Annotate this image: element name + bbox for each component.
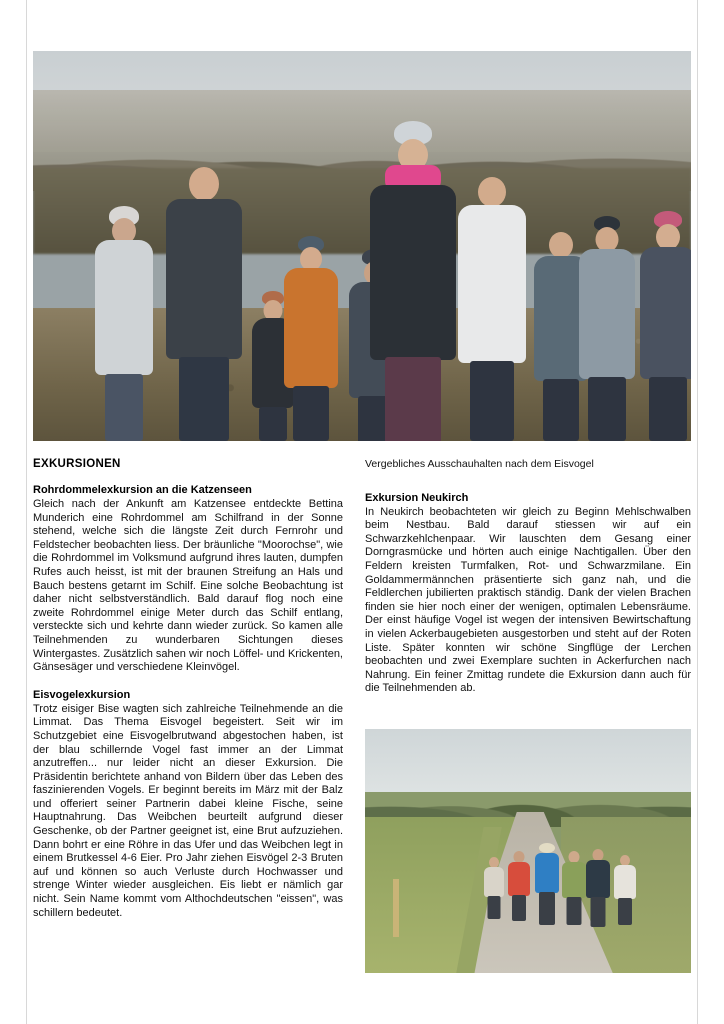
legs [591, 897, 606, 927]
coat [458, 205, 526, 363]
body [562, 862, 586, 898]
coat [284, 268, 338, 388]
photo2-person [585, 849, 611, 927]
hero-person [369, 121, 457, 441]
article-body-eisvogel: Trotz eisiger Bise wagten sich zahlreiche Teilnehmende an die Limmat. Das Thema Eisvogel begeistert. Seit wir im Schutzgebiet eine Eisvogelbrutwand abgestochen haben, ist der blau schillernde Vogel fast immer an der Limmat anzutreffen... nur leider nicht an dieser Exkursion. Die Präsidentin berichtete anhand von Bildern über das Leben des faszinierenden Vogels. Er beginnt bereits im März mit der Balz und offeriert seiner Partnerin dabei kleine Fische, seine Hauptnahrung. Das Weibchen beurteilt aufgrund dieser Geschenke, ob der Partner geeignet ist, eine Brut aufzuziehen. Dann bohrt er eine Röhre in das Ufer und das Weibchen legt in einem Brutkessel 4-6 Eier. Pro Jahr ziehen Eisvögel 2-3 Bruten auf und können so auch Verluste durch Hochwasser und strenge Winter wieder ausgleichen. Eis liebt er nämlich gar nicht. Sein Name kommt vom Althochdeutschen "eissen", was schillern bedeutet. [33, 702, 343, 919]
head [478, 177, 506, 207]
legs [588, 377, 626, 441]
legs [567, 897, 582, 925]
legs [543, 379, 579, 441]
article-title-eisvogel: Eisvogelexkursion [33, 688, 131, 701]
hero-person [578, 216, 636, 441]
legs [488, 896, 501, 919]
body [508, 862, 530, 896]
legs [470, 361, 514, 441]
head [549, 232, 573, 258]
legs [105, 374, 143, 441]
article-title-rohrdommel: Rohrdommelexkursion an die Katzenseen [33, 484, 252, 496]
page-rule-left [26, 0, 27, 1024]
hero-person [457, 171, 527, 441]
legs [293, 386, 329, 441]
body [484, 867, 504, 897]
hero-person [165, 161, 243, 441]
backpack [535, 853, 559, 893]
right-column [365, 458, 691, 696]
coat [95, 240, 153, 375]
hero-person [283, 236, 339, 441]
article-title-neukirch: Exkursion Neukirch [365, 491, 469, 504]
photo2-wooden-post [393, 879, 399, 937]
coat [640, 247, 691, 379]
body [586, 860, 610, 898]
head-with-hat [539, 843, 555, 853]
coat [166, 199, 242, 359]
hero-person [639, 211, 691, 441]
coat [370, 185, 456, 360]
left-column [33, 458, 343, 920]
article-body-neukirch: In Neukirch beobachteten wir gleich zu Beginn Mehlschwalben beim Nestbau. Bald darauf stiessen wir auf ein Schwarzkehlchenpaar. Wir lauschten dem Gesang einer Dorngrasmücke und hörten auch einige Nachtigallen. Über den Feldern kreisten Turmfalken, Rot- und Schwarzmilane. Ein Goldammermännchen präsentierte sich ganz nah, und die Feldlerchen jubilierten praktisch ständig. Dank der vielen Brachen finden sie hier noch einer der wenigen, optimalen Lebensräume. Der einst häufige Vogel ist wegen der intensiven Bewirtschaftung in vielen Ackerbaugebieten ausgestorben und steht auf der Roten Liste. Später konnten wir schöne Singflüge der Lerchen beobachten und zwei Exemplare suchten in Ackerfurchen nach Nahrung. Ein feiner Zmittag rundete die Exkursion dann auch für die Teilnehmenden ab. [365, 505, 691, 695]
body [614, 865, 636, 899]
legs [618, 898, 632, 925]
section-heading: EXKURSIONEN [33, 458, 121, 470]
hero-photo [33, 51, 691, 441]
legs [179, 357, 229, 441]
photo2-person [613, 855, 637, 925]
legs [512, 895, 526, 921]
photo2-person [561, 851, 587, 925]
photo2-person [507, 851, 531, 921]
photo2-person [533, 843, 561, 925]
page-rule-right [697, 0, 698, 1024]
second-photo [365, 729, 691, 973]
article-body-rohrdommel: Gleich nach der Ankunft am Katzensee entdeckte Bettina Munderich eine Rohrdommel am Schilfrand in der Sonne stehend, welche sich die längste Zeit durch Fernrohr und Feldstecher beobachten liess. Der bräunliche "Moorochse", wie die Rohrdommel im Volksmund aufgrund ihres lauten, dumpfen Rufes auch heisst, ist mit der braunen Streifung an Hals und Bauch bestens getarnt im Schilf. Eine solche Beobachtung ist daher nicht selbstverständlich. Bald darauf flog noch eine zweite Rohrdommel einige Meter durch das Schilf entlang, versteckte sich und kehrte dann wieder zurück. So kamen alle Teilnehmenden zu wunderbaren Sichtungen dieses Wintergastes. Zusätzlich sahen wir noch Löffel- und Krickenten, Gänsesäger und verschiedene Kleinvögel. [33, 498, 343, 674]
head [189, 167, 219, 201]
coat [579, 249, 635, 379]
legs [385, 357, 441, 441]
photo2-person [483, 857, 505, 919]
photo-caption: Vergebliches Ausschauhalten nach dem Eisvogel [365, 458, 594, 470]
legs [649, 377, 687, 441]
page-content [33, 0, 691, 1024]
hero-person [93, 206, 155, 441]
legs [539, 892, 555, 925]
